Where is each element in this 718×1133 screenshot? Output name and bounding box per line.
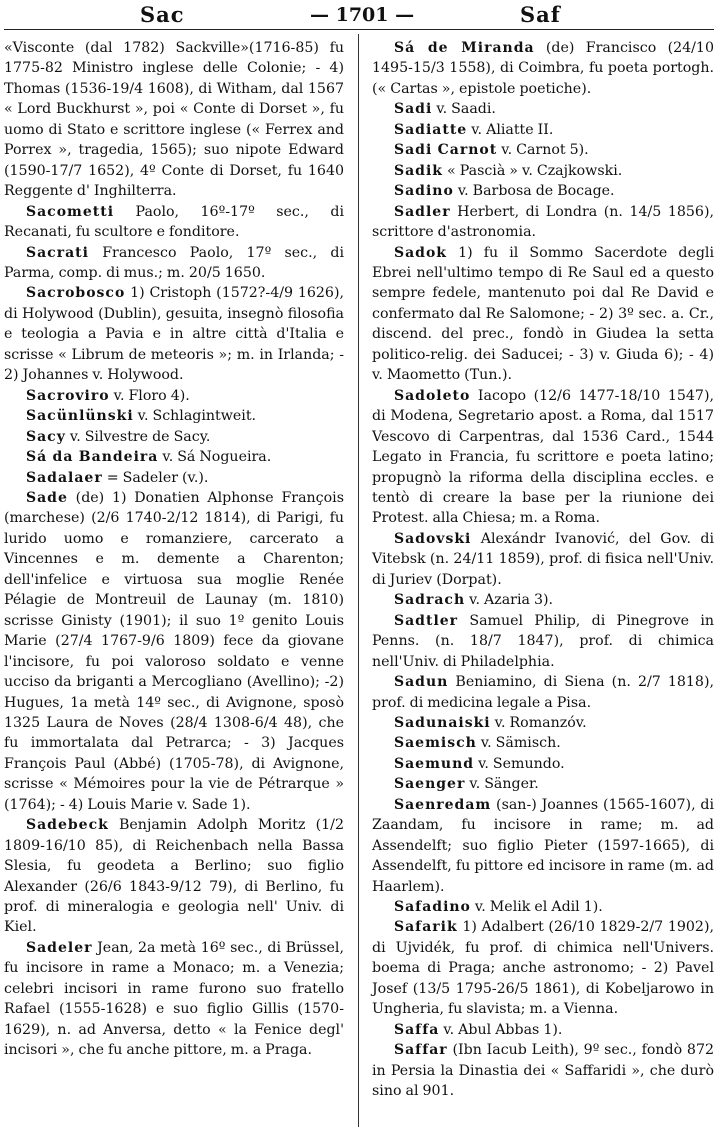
dictionary-entry xyxy=(4,468,344,488)
entry-headword: Sacünlünski xyxy=(26,408,134,425)
entry-text: v. Carnot 5). xyxy=(501,142,589,159)
entry-text: « Pascià » v. Czajkowski. xyxy=(447,162,623,179)
entry-text: v. Barbosa de Bocage. xyxy=(457,183,615,200)
dictionary-entry xyxy=(4,386,344,406)
page-header xyxy=(0,0,718,30)
dictionary-entry xyxy=(372,672,714,713)
entry-text: Iacopo (12/6 1477-18/10 1547), di Modena, Segretario apost. a Roma, dal 1517 Vescovo di Carpentras, dal 1536 Card., 1544 Legato in Francia, fu scrittore e poeta latino; propugnò la riforma della disciplina eccles. e tentò di creare la base per la riunione dei Protest. alla Chiesa; m. a Roma. xyxy=(372,387,714,527)
entry-headword: Saemund xyxy=(394,755,475,772)
entry-text: v. Saadi. xyxy=(436,101,496,118)
entry-headword: Sadi Carnot xyxy=(394,142,498,159)
entry-text: v. Aliatte II. xyxy=(471,121,554,138)
dictionary-entry xyxy=(372,1020,714,1040)
entry-headword: Sá de Miranda xyxy=(394,40,535,56)
entry-text: Jean, 2a metà 16º sec., di Brüssel, fu incisore in rame a Monaco; m. a Venezia; celebri incisori in rame furono suo fratello Rafael (1555-1628) e suo figlio Gillis (1570-1629), n. ad Anversa, detto « la Fenice degl' incisori », che fu anche pittore, m. a Praga. xyxy=(4,939,344,1059)
dictionary-entry xyxy=(372,243,714,386)
entry-text: v. Melik el Adil 1). xyxy=(474,899,603,916)
dictionary-entry xyxy=(4,447,344,467)
dictionary-entry xyxy=(4,283,344,385)
entry-text: v. Silvestre de Sacy. xyxy=(69,428,211,445)
entry-headword: Sadrach xyxy=(394,592,466,609)
entry-text: Benjamin Adolph Moritz (1/2 1809-16/10 85), di Reichenbach nella Bassa Slesia, fu geodeta a Berlino; suo figlio Alexander (26/6 1843-9/12 79), di Berlino, fu prof. di mineralogia e geologia nell' Univ. di Kiel. xyxy=(4,817,344,936)
entry-text: Samuel Philip, di Pinegrove in Penns. (n. 18/7 1847), prof. di chimica nell'Univ. di Philadelphia. xyxy=(372,612,714,670)
entry-text: Paolo, 16º-17º sec., di Recanati, fu scultore e fonditore. xyxy=(4,203,345,241)
entry-text: v. Sá Nogueira. xyxy=(162,449,272,466)
entry-headword: Sadun xyxy=(394,674,449,691)
dictionary-entry xyxy=(372,99,714,119)
entry-text: (de) 1) Donatien Alphonse François (marchese) (2/6 1740-2/12 1814), di Parigi, fu lurido uomo e romanziere, carcerato a Vincennes e m. demente a Charenton; dell'infelice e virtuosa sua moglie Renée Pélagie de Montreuil de Launay (m. 1810) scrisse Ginisty (1901); il suo 1º genito Louis Marie (27/4 1767-9/6 1809) fece da giovane l'incisore, fu poi valoroso soldato e venne ucciso da briganti a Mercogliano (Avellino); -2) Hugues, 1a metà 14º sec., di Avignone, sposò 1325 Laura de Noves (28/4 1308-6/4 48), che fu immortalata dal Petrarca; - 3) Jacques François Paul (Abbé) (1705-78), di Avignone, scrisse « Mémoires pour la vie de Pétrarque » (1764); - 4) Louis Marie v. Sade 1). xyxy=(4,489,344,813)
entry-text: v. Schlagintweit. xyxy=(137,408,257,425)
dictionary-entry xyxy=(372,1040,714,1101)
dictionary-entry xyxy=(372,754,714,774)
entry-headword: Sadi xyxy=(394,101,433,118)
dictionary-entry xyxy=(372,590,714,610)
dictionary-entry xyxy=(4,202,344,243)
dictionary-entry xyxy=(372,774,714,794)
header-left-guideword: Sac xyxy=(140,2,185,27)
dictionary-entry xyxy=(372,795,714,897)
dictionary-entry xyxy=(4,427,344,447)
entry-headword: Sadtler xyxy=(394,612,459,629)
entry-text: Herbert, di Londra (n. 14/5 1856), scrittore d'astronomia. xyxy=(372,203,714,241)
dictionary-entry xyxy=(4,938,344,1061)
dictionary-entry xyxy=(372,202,714,243)
dictionary-entry xyxy=(372,733,714,753)
entry-headword: Sá da Bandeira xyxy=(26,449,159,466)
entry-text: Alexándr Ivanović, del Gov. di Vitebsk (n. 24/11 1859), prof. di fisica nell'Univ. di Juriev (Dorpat). xyxy=(372,530,715,588)
entry-text: 1) Adalbert (26/10 1829-2/7 1902), di Ujvidék, fu prof. di chimica nell'Univers. boema di Praga; anche astronomo; - 2) Pavel Josef (13/5 1795-26/5 1861), di Kobeljarowo in Ungheria, fu slavista; m. a Vienna. xyxy=(372,919,714,1018)
entry-headword: Sadunaiski xyxy=(394,714,491,731)
entry-headword: Sadiatte xyxy=(394,121,468,138)
entry-text: v. Abul Abbas 1). xyxy=(443,1021,563,1038)
dictionary-entry xyxy=(4,38,344,202)
entry-text: (Ibn Iacub Leith), 9º sec., fondò 872 in Persia la Dinastia dei « Saffaridi », che durò sino al 901. xyxy=(372,1042,715,1100)
entry-headword: Saffa xyxy=(394,1021,440,1038)
entry-headword: Sadovski xyxy=(394,530,472,547)
entry-text: v. Semundo. xyxy=(478,755,565,772)
page-number: — 1701 — xyxy=(310,4,415,26)
entry-headword: Saffar xyxy=(394,1042,448,1059)
entry-text: (de) Francisco (24/10 1495-15/3 1558), di Coimbra, fu poeta portogh. (« Cartas », epistole poetiche). xyxy=(372,40,714,97)
entry-headword: Sadebeck xyxy=(26,817,109,834)
entry-headword: Sade xyxy=(26,489,68,506)
entry-headword: Saenger xyxy=(394,776,466,793)
entry-text: 1) Cristoph (1572?-4/9 1626), di Holywood (Dublin), gesuita, insegnò filosofia e teologia a Pavia e in altre città d'Italia e scrisse « Librum de meteoris »; m. in Irlanda; - 2) Johannes v. Holywood. xyxy=(4,285,344,384)
dictionary-entry xyxy=(372,897,714,917)
entry-text: «Visconte (dal 1782) Sackville»(1716-85) fu 1775-82 Ministro inglese delle Colonie; - 4) Thomas (1536-19/4 1608), di Witham, dal 1567 « Lord Buckhurst », poi « Conte di Dorset », fu uomo di Stato e scrittore inglese (« Ferrex and Porrex », tragedia, 1565); suo nipote Edward (1590-17/7 1652), 4º Conte di Dorset, fu 1640 Reggente d' Inghilterra. xyxy=(4,40,344,200)
dictionary-entry xyxy=(372,611,714,672)
entry-headword: Safadino xyxy=(394,899,471,916)
entry-text: v. Azaria 3). xyxy=(469,592,554,609)
left-column xyxy=(4,38,344,1061)
entry-headword: Safarik xyxy=(394,919,458,936)
entry-headword: Sadik xyxy=(394,162,443,179)
entry-text: Beniamino, di Siena (n. 2/7 1818), prof. di medicina legale a Pisa. xyxy=(372,674,715,711)
dictionary-entry xyxy=(372,529,714,590)
entry-text: v. Floro 4). xyxy=(113,387,190,404)
entry-headword: Sacy xyxy=(26,428,66,445)
entry-headword: Sadeler xyxy=(26,939,93,956)
dictionary-entry xyxy=(372,713,714,733)
dictionary-entry xyxy=(372,386,714,529)
entry-text: v. Sämisch. xyxy=(480,735,561,752)
dictionary-entry xyxy=(4,243,344,284)
dictionary-entry xyxy=(372,38,714,99)
header-right-guideword: Saf xyxy=(520,2,561,27)
dictionary-entry xyxy=(4,815,344,938)
dictionary-entry xyxy=(372,140,714,160)
entry-text: v. Sänger. xyxy=(469,776,539,793)
entry-headword: Saemisch xyxy=(394,735,477,752)
entry-text: 1) fu il Sommo Sacerdote degli Ebrei nell'ultimo tempo di Re Saul ed a questo sempre fedele, mantenuto poi dal Re David e confermato dal Re Salomone; - 2) 3º sec. a. Cr., discend. del prec., fondò in Giudea la setta politico-relig. dei Saducei; - 3) v. Giuda 6); - 4) v. Maometto (Tun.). xyxy=(372,244,714,384)
entry-headword: Sadino xyxy=(394,183,454,200)
dictionary-entry xyxy=(372,181,714,201)
header-rule xyxy=(4,29,714,30)
dictionary-entry xyxy=(4,406,344,426)
entry-headword: Sacroviro xyxy=(26,387,110,404)
entry-headword: Sadok xyxy=(394,244,448,261)
entry-text: (san-) Joannes (1565-1607), di Zaandam, fu incisore in rame; m. ad Assendelft; suo figlio Pieter (1597-1665), di Assendelft, fu pittore ed incisore in rame (m. ad Haarlem). xyxy=(372,796,714,895)
entry-headword: Sacometti xyxy=(26,203,115,220)
column-divider xyxy=(358,34,359,1127)
entry-text: Francesco Paolo, 17º sec., di Parma, comp. di mus.; m. 20/5 1650. xyxy=(4,244,344,281)
right-column xyxy=(372,38,714,1102)
dictionary-entry xyxy=(372,120,714,140)
dictionary-entry xyxy=(372,161,714,181)
dictionary-entry xyxy=(372,917,714,1019)
entry-headword: Sacrati xyxy=(26,244,89,261)
entry-headword: Sadoleto xyxy=(394,387,471,404)
entry-headword: Saenredam xyxy=(394,796,492,813)
entry-text: = Sadeler (v.). xyxy=(106,469,209,486)
entry-text: v. Romanzóv. xyxy=(494,714,587,731)
dictionary-entry xyxy=(4,488,344,815)
entry-headword: Sadler xyxy=(394,203,451,220)
entry-headword: Sadalaer xyxy=(26,469,103,486)
entry-headword: Sacrobosco xyxy=(26,285,126,302)
